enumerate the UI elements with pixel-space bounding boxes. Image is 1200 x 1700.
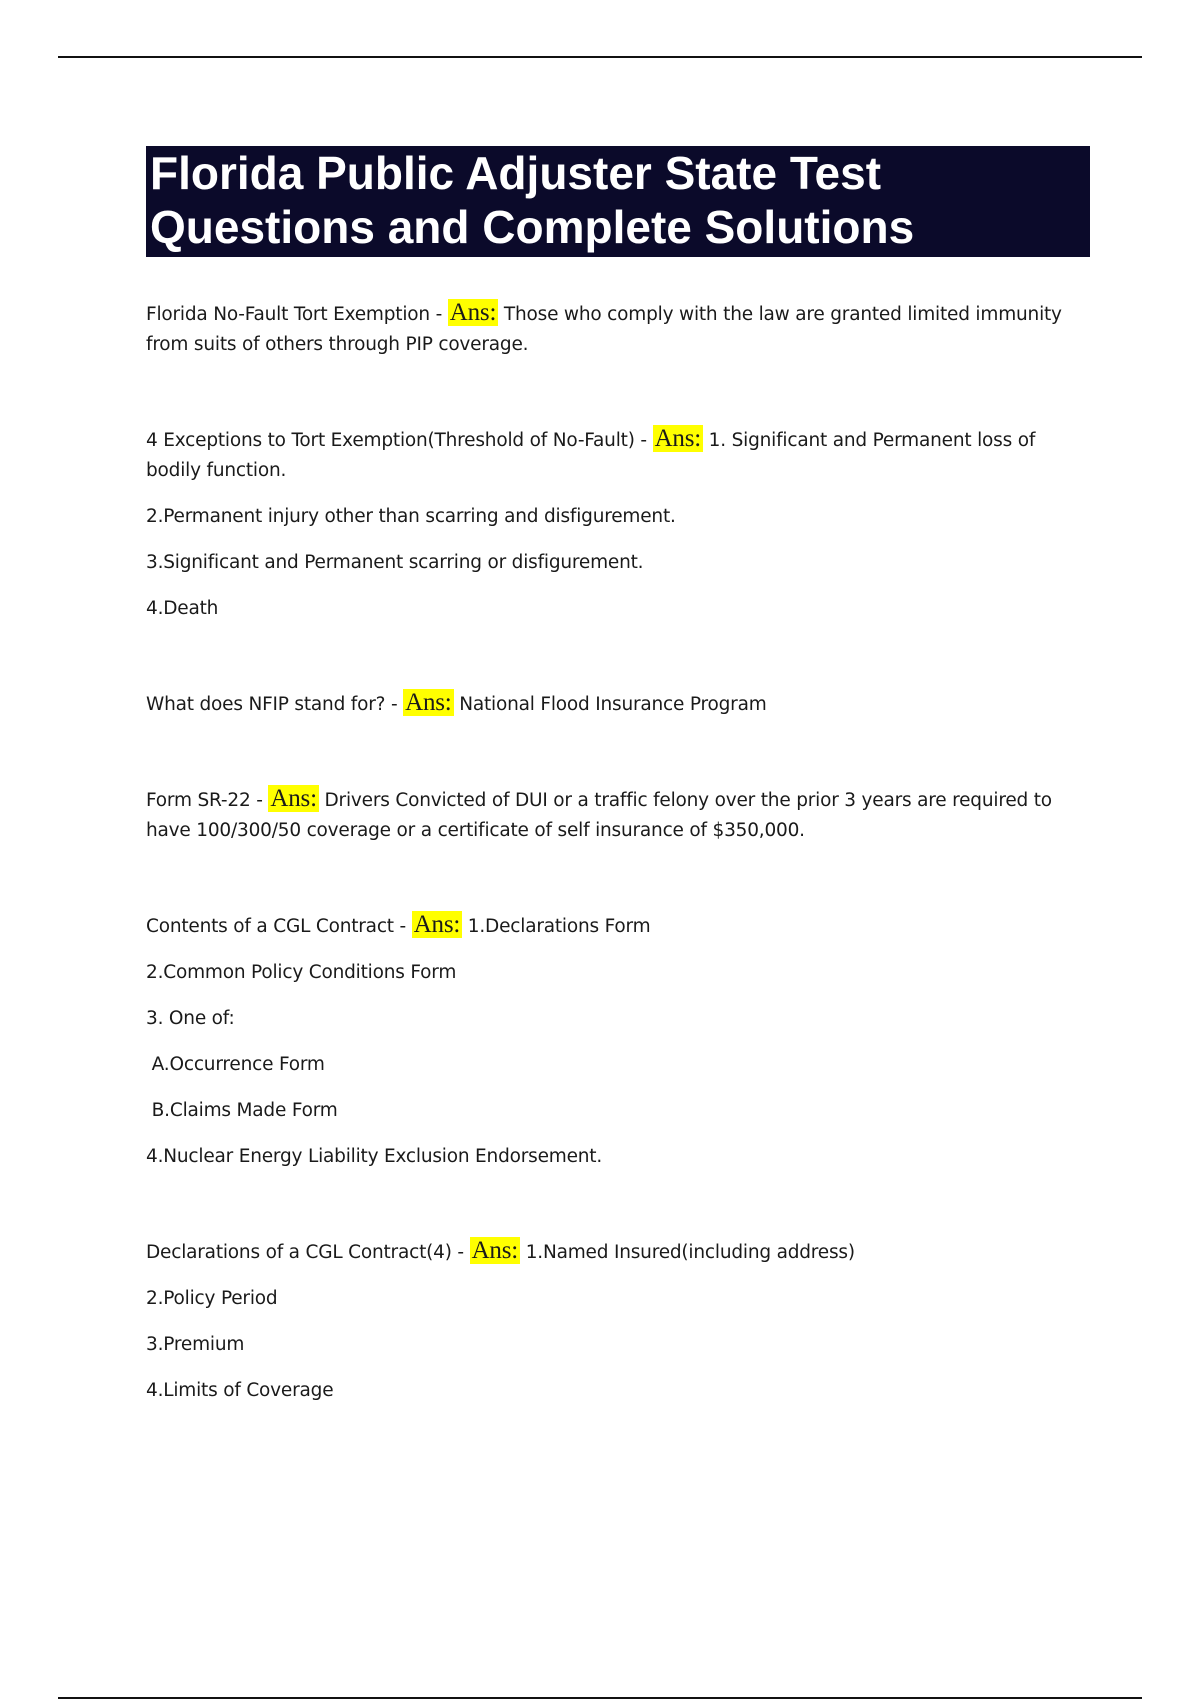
qa-question-line xyxy=(146,426,1076,456)
answer-text-continued: bodily function. xyxy=(146,460,287,481)
question-text: 4 Exceptions to Tort Exemption(Threshold of No-Fault) - xyxy=(146,430,653,451)
qa-block-tort-exceptions xyxy=(146,426,1076,624)
answer-label-highlight: Ans: xyxy=(413,911,461,938)
answer-label-highlight: Ans: xyxy=(405,689,452,716)
answer-label-highlight: Ans: xyxy=(449,299,497,326)
qa-question-line xyxy=(146,786,1076,816)
qa-block-sr22 xyxy=(146,786,1076,846)
question-text: Contents of a CGL Contract - xyxy=(146,916,412,937)
answer-list-item: 2.Common Policy Conditions Form xyxy=(146,962,457,983)
question-text: What does NFIP stand for? - xyxy=(146,694,404,715)
qa-block-cgl-contents xyxy=(146,912,1076,1172)
answer-list-item: 3.Premium xyxy=(146,1334,245,1355)
question-text: Declarations of a CGL Contract(4) - xyxy=(146,1242,470,1263)
document-title-line-1: Florida Public Adjuster State Test xyxy=(150,147,882,199)
answer-text: Drivers Convicted of DUI or a traffic felony over the prior 3 years are required to xyxy=(318,790,1052,811)
top-rule xyxy=(58,56,1142,58)
qa-block-no-fault-exemption xyxy=(146,300,1076,360)
answer-list-item: 4.Death xyxy=(146,598,219,619)
answer-list-item: 2.Permanent injury other than scarring and disfigurement. xyxy=(146,506,676,527)
qa-content xyxy=(146,300,1076,1406)
answer-list-item: 3.Significant and Permanent scarring or disfigurement. xyxy=(146,552,644,573)
answer-list-item: 3. One of: xyxy=(146,1008,235,1029)
answer-text-continued: from suits of others through PIP coverage. xyxy=(146,334,529,355)
answer-list-item: B.Claims Made Form xyxy=(146,1100,338,1121)
qa-question-line xyxy=(146,300,1076,330)
qa-question-line xyxy=(146,912,1076,942)
question-text: Florida No-Fault Tort Exemption - xyxy=(146,304,448,325)
answer-list-item: 4.Nuclear Energy Liability Exclusion Endorsement. xyxy=(146,1146,603,1167)
answer-text: 1.Declarations Form xyxy=(462,916,651,937)
bottom-rule xyxy=(58,1697,1142,1699)
answer-label-highlight: Ans: xyxy=(471,1237,519,1264)
answer-text: Those who comply with the law are granted limited immunity xyxy=(498,304,1062,325)
answer-label-highlight: Ans: xyxy=(270,785,317,812)
qa-question-line xyxy=(146,690,1076,720)
question-text: Form SR-22 - xyxy=(146,790,269,811)
qa-block-nfip xyxy=(146,690,1076,720)
answer-list-item: 2.Policy Period xyxy=(146,1288,278,1309)
answer-text: 1. Significant and Permanent loss of xyxy=(703,430,1036,451)
answer-list-item: A.Occurrence Form xyxy=(146,1054,325,1075)
answer-text-continued: have 100/300/50 coverage or a certificate of self insurance of $350,000. xyxy=(146,820,805,841)
answer-text: National Flood Insurance Program xyxy=(453,694,767,715)
document-title-line-2: Questions and Complete Solutions xyxy=(150,201,915,253)
qa-block-cgl-declarations xyxy=(146,1238,1076,1406)
document-title-banner xyxy=(146,146,1090,257)
answer-label-highlight: Ans: xyxy=(654,425,701,452)
answer-list-item: 4.Limits of Coverage xyxy=(146,1380,334,1401)
answer-text: 1.Named Insured(including address) xyxy=(520,1242,855,1263)
qa-question-line xyxy=(146,1238,1076,1268)
